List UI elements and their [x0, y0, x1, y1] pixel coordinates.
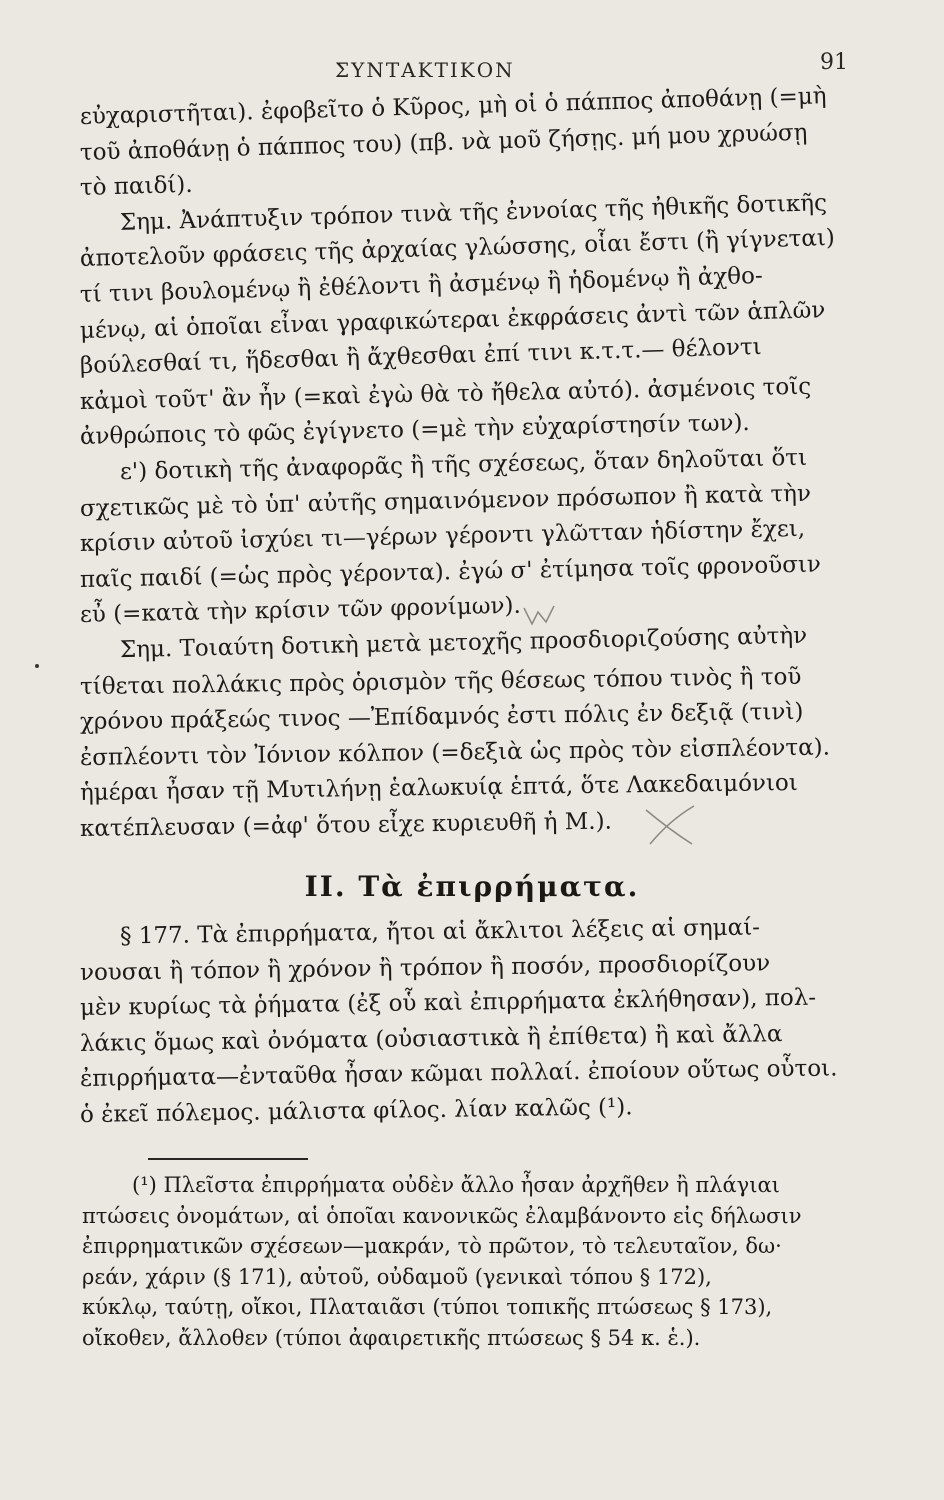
footnote-block	[82, 1170, 862, 1353]
text-line: ἀνθρώποις τὸ φῶς ἐγίγνετο (=μὲ τὴν εὐχαρίστησίν των).	[79, 410, 750, 451]
page-number: 91	[820, 50, 848, 75]
text-line: Σημ. Ἀνάπτυξιν τρόπον τινὰ τῆς ἐννοίας τῆς ἠθικῆς δοτικῆς	[119, 189, 828, 236]
pencil-cross-icon	[640, 800, 700, 850]
footnote-separator	[148, 1158, 308, 1160]
text-line: ἀποτελοῦν φράσεις τῆς ἀρχαίας γλώσσης, οἷαι ἔστι (ἢ γίγνεται)	[79, 225, 836, 273]
text-line: χρόνου πράξεώς τινος —Ἐπίδαμνός ἐστι πόλις ἐν δεξιᾷ (τινὶ)	[79, 698, 804, 736]
text-line: τοῦ ἀποθάνῃ ὁ πάππος του) (πβ. νὰ μοῦ ζήσῃς. μή μου χρυώσῃ	[79, 119, 808, 166]
text-line: ὁ ἐκεῖ πόλεμος. μάλιστα φίλος. λίαν καλῶς (¹).	[79, 1094, 633, 1128]
main-text-block	[79, 83, 850, 847]
running-title: ΣΥΝΤΑΚΤΙΚΟΝ	[335, 58, 515, 82]
text-line: νουσαι ἢ τόπον ἢ χρόνον ἢ τρόπον ἢ ποσόν, προσδιορίζουν	[79, 949, 771, 986]
text-line: βούλεσθαί τι, ἥδεσθαι ἢ ἄχθεσθαι ἐπί τινι κ.τ.τ.— θέλοντι	[79, 334, 762, 380]
pencil-mark-icon	[520, 602, 560, 632]
section-heading: ΙΙ. Τὰ ἐπιρρήματα.	[304, 870, 640, 903]
text-line: σχετικῶς μὲ τὸ ὑπ' αὐτῆς σημαινόμενον πρόσωπον ἢ κατὰ τὴν	[79, 480, 812, 522]
text-line: κατέπλευσαν (=ἀφ' ὅτου εἶχε κυριευθῆ ἡ Μ.).	[79, 808, 613, 842]
text-line: τὸ παιδί).	[79, 172, 193, 202]
text-line: μένῳ, αἱ ὁποῖαι εἶναι γραφικώτεραι ἐκφράσεις ἀντὶ τῶν ἁπλῶν	[79, 296, 826, 344]
text-line: κρίσιν αὐτοῦ ἰσχύει τι—γέρων γέροντι γλῶτταν ἡδίστην ἔχει,	[79, 515, 806, 558]
text-line: τί τινι βουλομένῳ ἢ ἐθέλοντι ἢ ἀσμένῳ ἢ ἡδομένῳ ἢ ἀχθο-	[79, 262, 764, 308]
text-line: τίθεται πολλάκις πρὸς ὁρισμὸν τῆς θέσεως τόπου τινὸς ἢ τοῦ	[79, 663, 802, 700]
text-line: § 177. Τὰ ἐπιρρήματα, ἤτοι αἱ ἄκλιτοι λέξεις αἱ σημαί-	[119, 914, 761, 950]
footnote-line: (¹) Πλεῖστα ἐπιρρήματα οὐδὲν ἄλλο ἦσαν ἀρχῆθεν ἢ πλάγιαι	[132, 1173, 780, 1197]
footnote-line: πτώσεις ὀνομάτων, αἱ ὁποῖαι κανονικῶς ἐλαμβάνοντο εἰς δήλωσιν	[82, 1203, 802, 1228]
text-line: ἐσπλέοντι τὸν Ἰόνιον κόλπον (=δεξιὰ ὡς πρὸς τὸν εἰσπλέοντα).	[79, 734, 831, 771]
footnote-line: ρεάν, χάριν (§ 171), αὐτοῦ, οὐδαμοῦ (γενικαὶ τόπου § 172),	[82, 1264, 712, 1289]
text-line: Σημ. Τοιαύτη δοτικὴ μετὰ μετοχῆς προσδιοριζούσης αὐτὴν	[119, 622, 808, 664]
footnote-line: ἐπιρρηματικῶν σχέσεων—μακράν, τὸ πρῶτον, τὸ τελευταῖον, δω·	[82, 1234, 782, 1258]
footnote-line: κύκλῳ, ταύτῃ, οἴκοι, Πλαταιᾶσι (τύποι τοπικῆς πτώσεως § 173),	[82, 1295, 773, 1319]
text-line: μὲν κυρίως τὰ ῥήματα (ἐξ οὗ καὶ ἐπιρρήματα ἐκλήθησαν), πολ-	[79, 984, 817, 1022]
section-text-block	[79, 914, 860, 1134]
text-line: λάκις ὅμως καὶ ὀνόματα (οὐσιαστικὰ ἢ ἐπίθετα) ἢ καὶ ἄλλα	[79, 1020, 783, 1057]
text-line: ἐπιρρήματα—ἐνταῦθα ἦσαν κῶμαι πολλαί. ἐποίουν οὕτως οὗτοι.	[79, 1055, 838, 1093]
text-line: κἀμοὶ τοῦτ' ἂν ἦν (=καὶ ἐγὼ θὰ τὸ ἤθελα αὐτό). ἀσμένοις τοῖς	[79, 373, 812, 415]
text-line: ε') δοτικὴ τῆς ἀναφορᾶς ἢ τῆς σχέσεως, ὅταν δηλοῦται ὅτι	[119, 444, 808, 486]
text-line: εὖ (=κατὰ τὴν κρίσιν τῶν φρονίμων).	[79, 593, 522, 629]
margin-dot	[35, 664, 39, 668]
footnote-line: οἴκοθεν, ἄλλοθεν (τύποι ἀφαιρετικῆς πτώσεως § 54 κ. ἑ.).	[82, 1325, 701, 1350]
text-line: ἡμέραι ἦσαν τῇ Μυτιλήνῃ ἑαλωκυίᾳ ἑπτά, ὅτε Λακεδαιμόνιοι	[79, 770, 799, 807]
text-line: εὐχαριστῆται). ἐφοβεῖτο ὁ Κῦρος, μὴ οἱ ὁ πάππος ἀποθάνῃ (=μὴ	[79, 83, 827, 130]
text-line: παῖς παιδί (=ὡς πρὸς γέροντα). ἐγώ σ' ἐτίμησα τοῖς φρονοῦσιν	[79, 551, 822, 593]
